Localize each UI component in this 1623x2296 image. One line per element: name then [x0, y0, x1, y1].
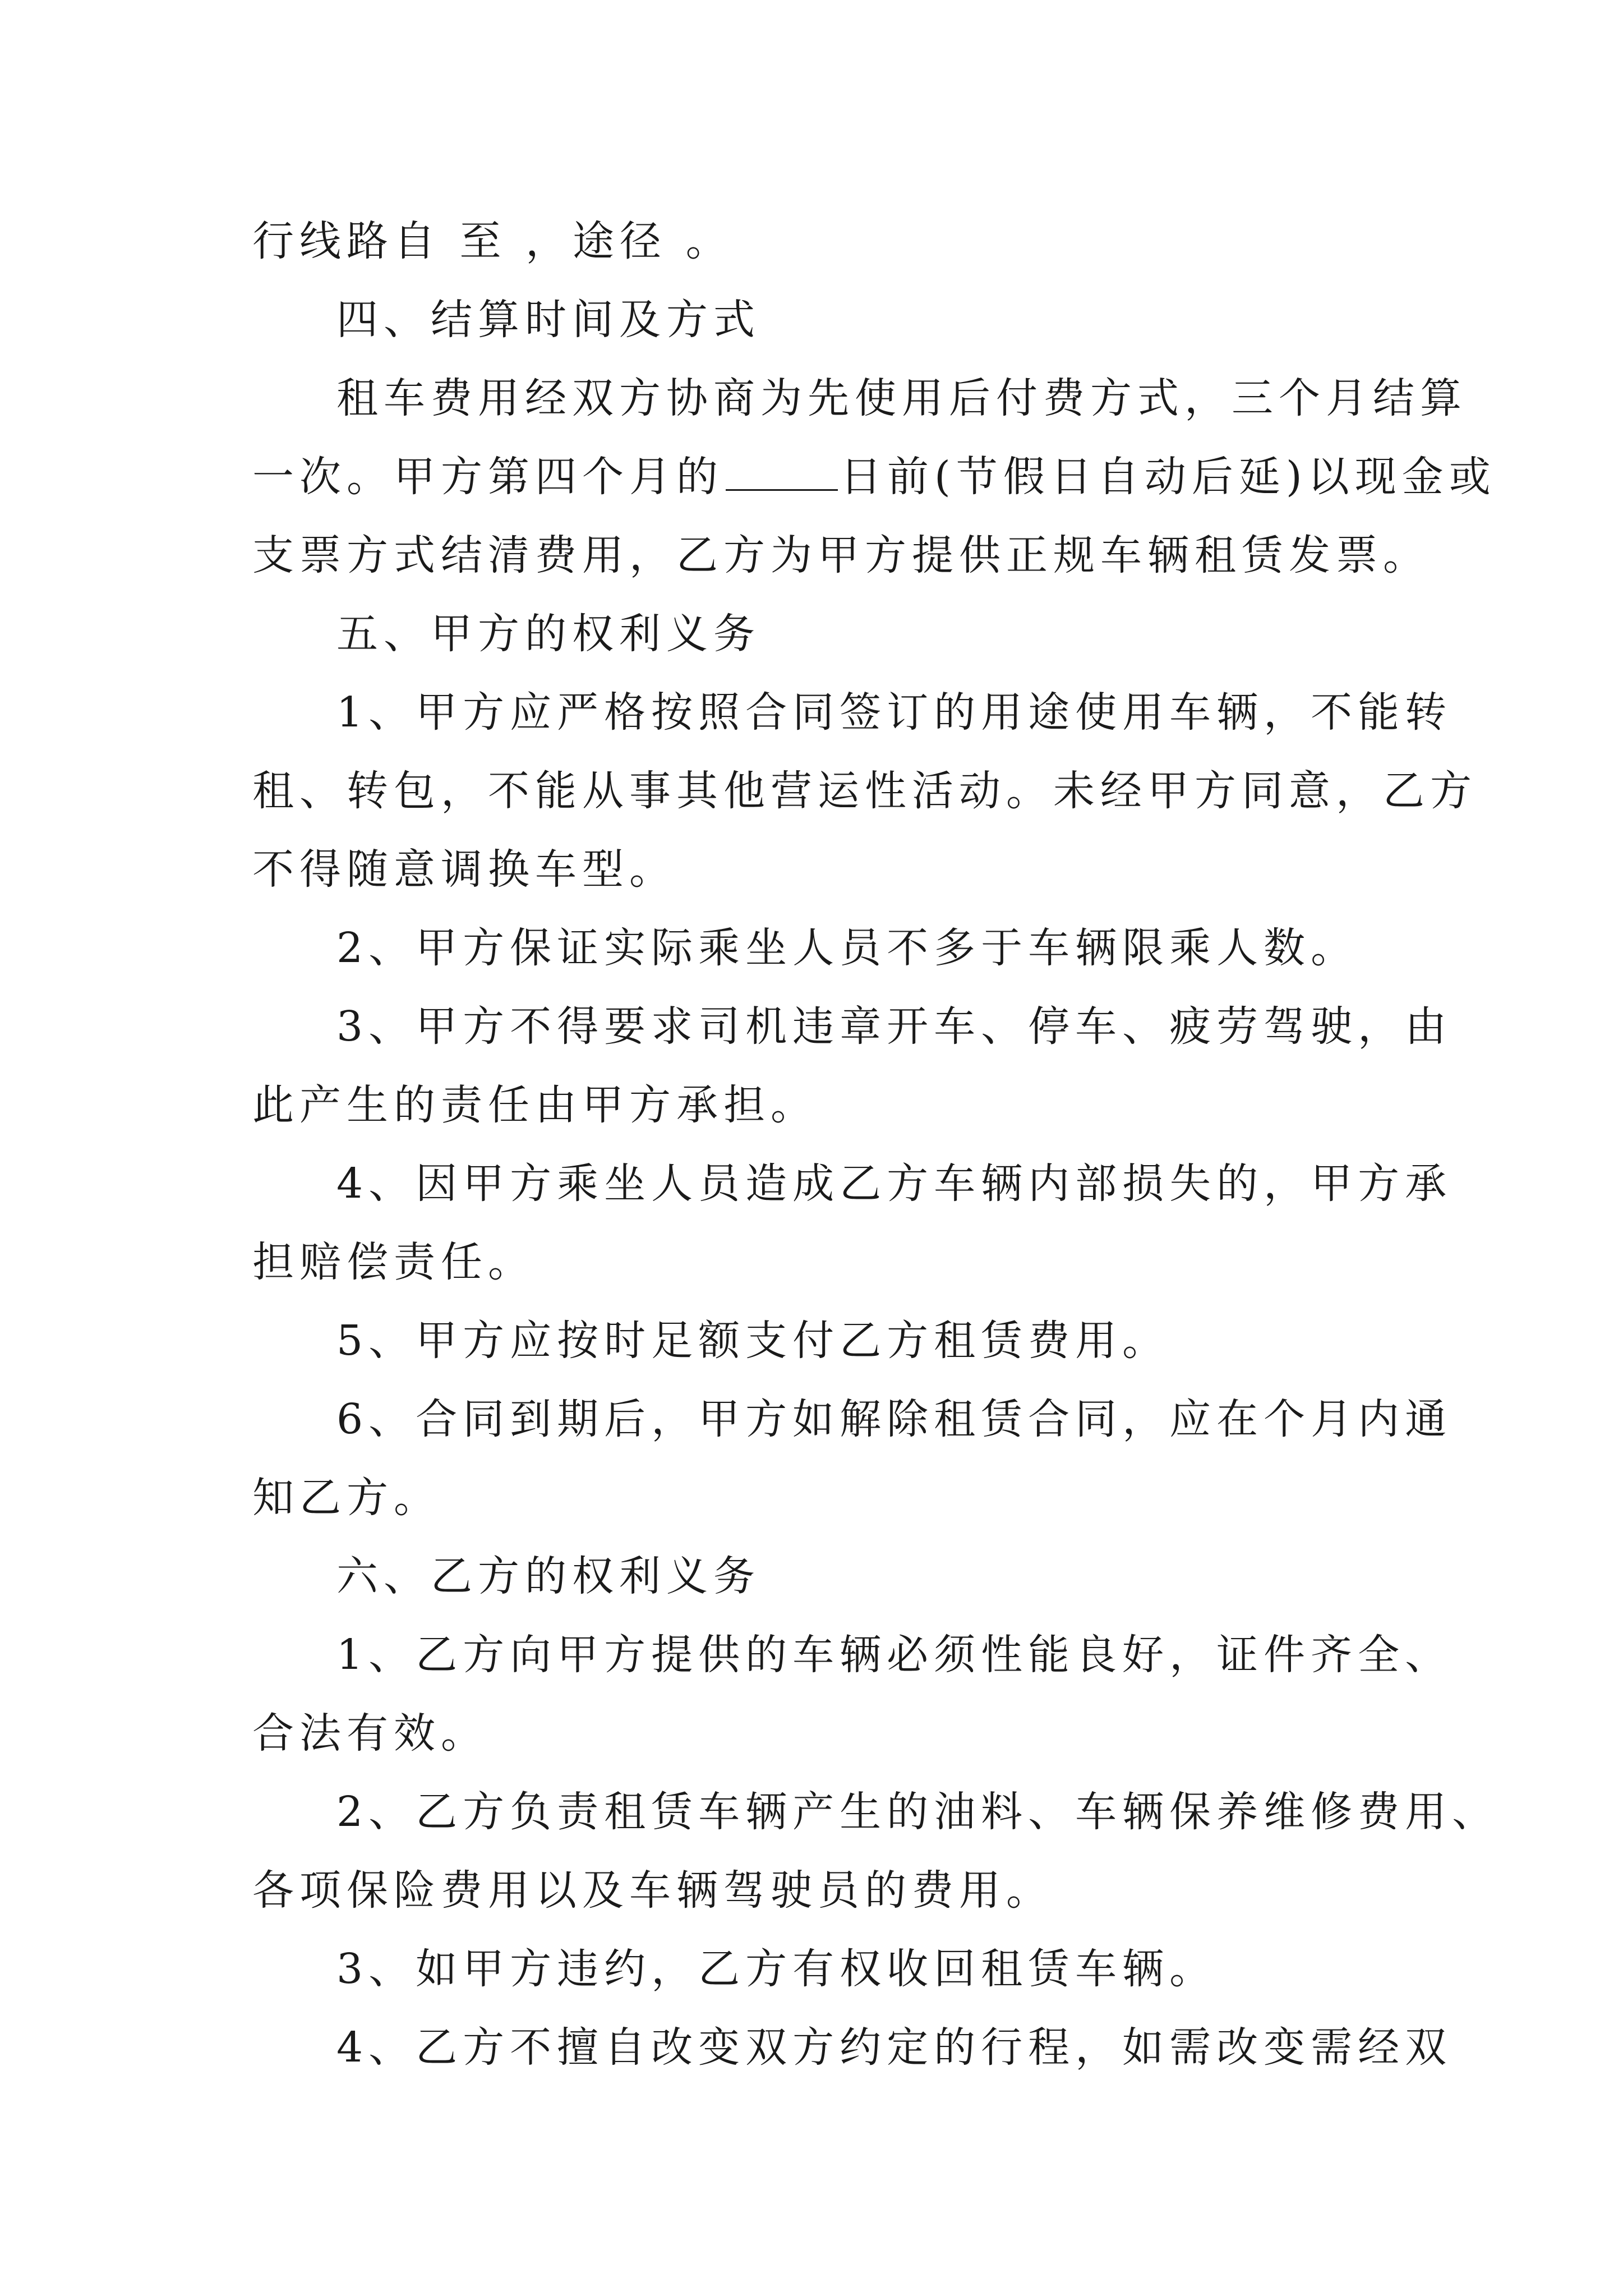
settlement-line-2-part-a: 一次。甲方第四个月的	[252, 453, 723, 501]
party-a-item-1-line-2: 租、转包，不能从事其他营运性活动。未经甲方同意，乙方	[252, 767, 1477, 815]
party-a-item-1-line-3: 不得随意调换车型。	[252, 845, 676, 894]
party-a-item-4-line-1: 4、因甲方乘坐人员造成乙方车辆内部损失的，甲方承	[336, 1159, 1453, 1208]
settlement-line-2-part-b: 日前(节假日自动后延)以现金或	[840, 453, 1496, 501]
party-b-item-2-line-1: 2、乙方负责租赁车辆产生的油料、车辆保养维修费用、	[336, 1788, 1500, 1836]
party-a-item-2: 2、甲方保证实际乘坐人员不多于车辆限乘人数。	[336, 924, 1358, 972]
section-heading-party-a: 五、甲方的权利义务	[336, 610, 760, 658]
party-a-item-4-line-2: 担赔偿责任。	[252, 1238, 535, 1286]
party-b-item-1-line-2: 合法有效。	[252, 1709, 488, 1757]
party-a-item-5: 5、甲方应按时足额支付乙方租赁费用。	[336, 1317, 1170, 1365]
fill-in-blank	[726, 453, 838, 491]
party-a-item-3-line-2: 此产生的责任由甲方承担。	[252, 1081, 818, 1129]
party-a-item-1-line-1: 1、甲方应严格按照合同签订的用途使用车辆，不能转	[336, 688, 1453, 737]
party-b-item-3: 3、如甲方违约，乙方有权收回租赁车辆。	[336, 1945, 1217, 1993]
party-b-item-4-line-1: 4、乙方不擅自改变双方约定的行程，如需改变需经双	[336, 2023, 1453, 2072]
party-b-item-1-line-1: 1、乙方向甲方提供的车辆必须性能良好，证件齐全、	[336, 1631, 1453, 1679]
party-a-item-6-line-2: 知乙方。	[252, 1474, 441, 1522]
section-heading-settlement: 四、结算时间及方式	[336, 296, 760, 344]
party-a-item-3-line-1: 3、甲方不得要求司机违章开车、停车、疲劳驾驶，由	[336, 1002, 1453, 1051]
settlement-paragraph-line-1: 租车费用经双方协商为先使用后付费方式，三个月结算	[336, 374, 1467, 422]
party-b-item-2-line-2: 各项保险费用以及车辆驾驶员的费用。	[252, 1866, 1053, 1915]
settlement-paragraph-line-3: 支票方式结清费用，乙方为甲方提供正规车辆租赁发票。	[252, 531, 1430, 579]
section-heading-party-b: 六、乙方的权利义务	[336, 1552, 760, 1600]
settlement-paragraph-line-2	[252, 449, 1496, 505]
party-a-item-6-line-1: 6、合同到期后，甲方如解除租赁合同，应在个月内通	[336, 1395, 1453, 1443]
paragraph-continuation-line: 行线路自 至 ，途径 。	[252, 217, 733, 265]
